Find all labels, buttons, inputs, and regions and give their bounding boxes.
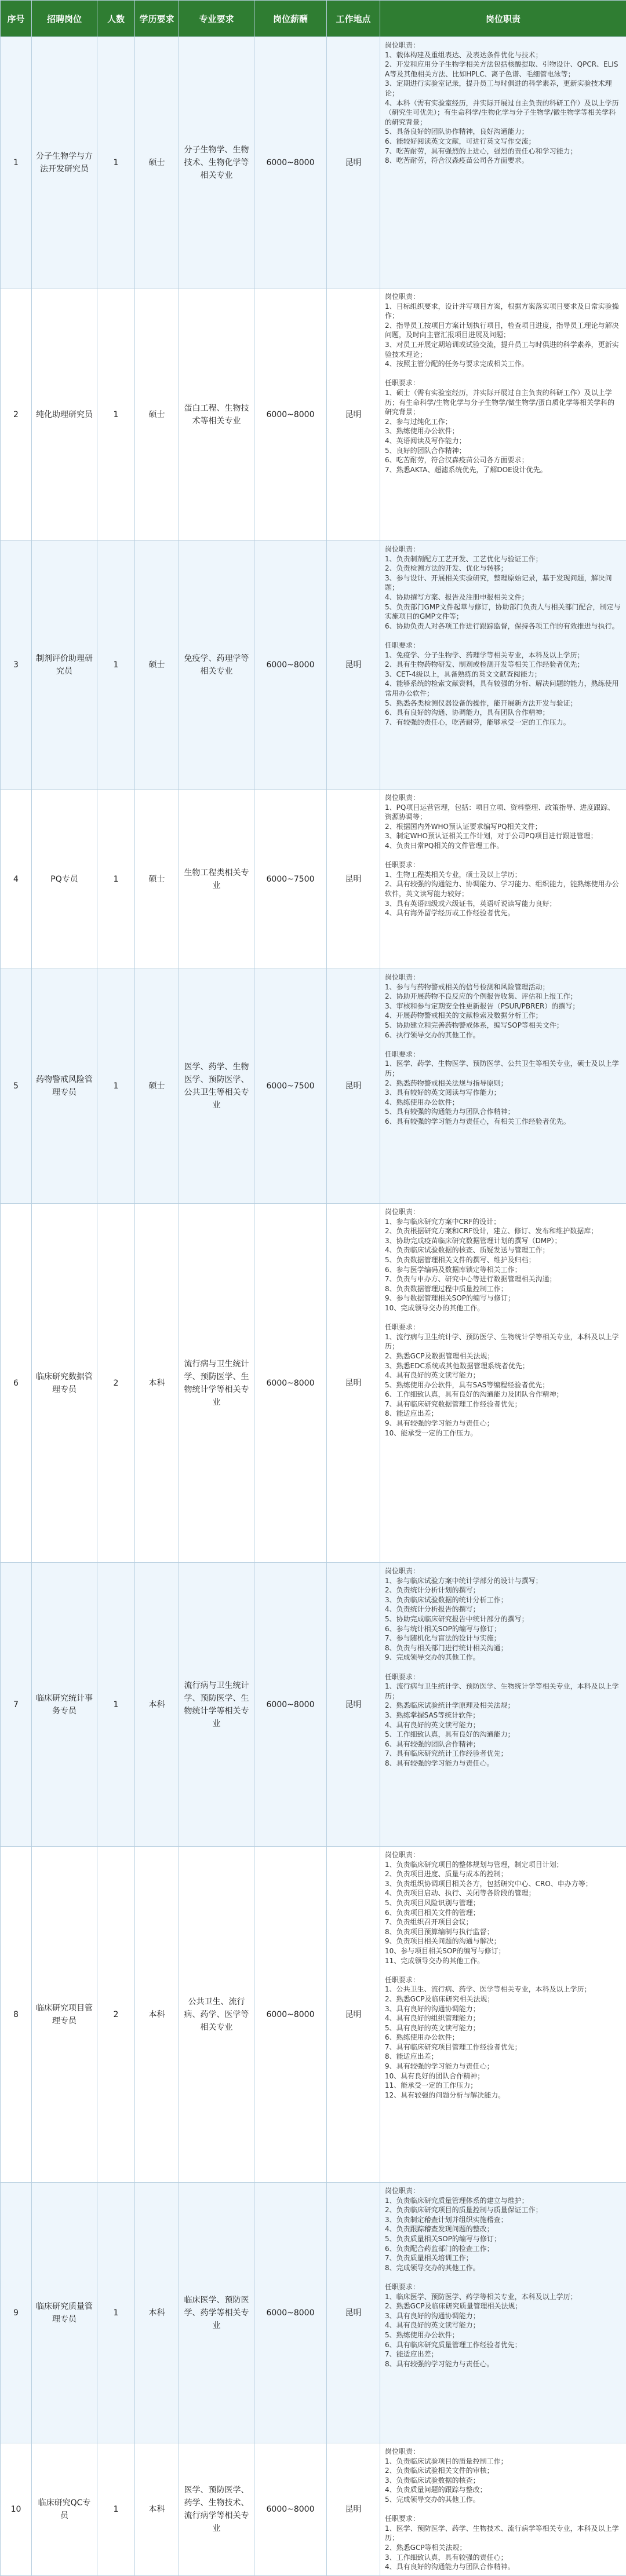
cell-degree: 硕士 [135, 288, 179, 541]
cell-major: 免疫学、药理学等相关专业 [179, 541, 254, 790]
cell-count: 1 [97, 541, 135, 790]
cell-no: 2 [1, 288, 32, 541]
cell-position: PQ专员 [32, 790, 97, 969]
header-location: 工作地点 [327, 1, 380, 37]
cell-major: 公共卫生、流行病、药学、医学等相关专业 [179, 1847, 254, 2183]
cell-major: 医学、药学、生物医学、预防医学、公共卫生等相关专业 [179, 969, 254, 1204]
cell-salary: 6000~7500 [254, 969, 327, 1204]
header-duties: 岗位职责 [380, 1, 626, 37]
cell-no: 6 [1, 1204, 32, 1563]
cell-position: 临床研究质量管理专员 [32, 2183, 97, 2443]
cell-position: 临床研究QC专员 [32, 2443, 97, 2576]
cell-no: 1 [1, 37, 32, 288]
header-degree: 学历要求 [135, 1, 179, 37]
cell-salary: 6000~8000 [254, 2183, 327, 2443]
cell-count: 2 [97, 1847, 135, 2183]
table-row [1, 969, 626, 1204]
table-row [1, 1847, 626, 2183]
cell-degree: 硕士 [135, 37, 179, 288]
cell-degree: 硕士 [135, 969, 179, 1204]
table-row [1, 37, 626, 288]
cell-salary: 6000~8000 [254, 2443, 327, 2576]
cell-salary: 6000~7500 [254, 790, 327, 969]
cell-no: 4 [1, 790, 32, 969]
cell-major: 分子生物学、生物技术、生物化学等相关专业 [179, 37, 254, 288]
cell-duties: 岗位职责： 1、负责临床试验项目的质量控制工作； 2、负责临床试验相关文件的审核； 3、负责临床试验数据的核查； 4、负责质量问题的跟踪与整改； 5、完成领导交办的其他工作。 任职要求： 1、医学、预防医学、药学、生物技术、流行病学等相关专业，本科及以上学历； 2、熟悉GCP等相关法规； 3、工作细致认真，具有较强的责任心； 4、具有良好的沟通能力与团队合作精神。 [380, 2443, 626, 2576]
cell-degree: 本科 [135, 2443, 179, 2576]
cell-degree: 硕士 [135, 790, 179, 969]
cell-duties: 岗位职责： 1、负责临床研究质量管理体系的建立与维护； 2、负责临床研究项目的质量控制与质量保证工作； 3、负责制定稽查计划并组织实施稽查； 4、负责跟踪稽查发现问题的整改； 5、负责质量相关SOP的编写与修订； 6、负责配合药监部门的检查工作； 7、负责质量相关培训工作； 8、完成领导交办的其他工作。 任职要求： 1、临床医学、预防医学、药学等相关专业，本科及以上学历； 2、熟悉GCP及临床研究质量管理相关法规； 3、具有良好的沟通协调能力； 4、具有良好的英文读写能力； 5、熟练使用办公软件； 6、具有临床研究质量管理工作经验者优先； 7、能适应出差； 8、具有较强的学习能力与责任心。 [380, 2183, 626, 2443]
cell-count: 1 [97, 969, 135, 1204]
cell-location: 昆明 [327, 1847, 380, 2183]
cell-no: 3 [1, 541, 32, 790]
cell-no: 8 [1, 1847, 32, 2183]
table-row [1, 1563, 626, 1847]
cell-position: 分子生物学与方法开发研究员 [32, 37, 97, 288]
cell-count: 1 [97, 1563, 135, 1847]
cell-location: 昆明 [327, 541, 380, 790]
cell-major: 流行病与卫生统计学、预防医学、生物统计学等相关专业 [179, 1563, 254, 1847]
cell-position: 制剂评价助理研究员 [32, 541, 97, 790]
cell-position: 纯化助理研究员 [32, 288, 97, 541]
cell-degree: 本科 [135, 1563, 179, 1847]
cell-location: 昆明 [327, 969, 380, 1204]
cell-location: 昆明 [327, 790, 380, 969]
cell-position: 药物警戒风险管理专员 [32, 969, 97, 1204]
cell-major: 临床医学、预防医学、药学等相关专业 [179, 2183, 254, 2443]
cell-location: 昆明 [327, 1204, 380, 1563]
cell-duties: 岗位职责： 1、目标组织要求，设计并写项目方案，根据方案落实项目要求及日常实验操作； 2、指导员工按项目方案计划执行项目，检查项目进度，指导员工理论与解决问题，及时向主管汇报项目进展及问题； 3、对员工开展定期培训或试验交流，提升员工与时俱进的科学素养，更新实验技术理论； 4、按照主管分配的任务与要求完成相关工作。 任职要求： 1、硕士（需有实验室经历，并实际开展过自主负责的科研工作）及以上学历；有生命科学/生物化学与分子生物学/微生物学/蛋白质化学等相关学科的研究背景； 2、参与过纯化工作； 3、熟练使用办公软件； 4、英语阅读及写作能力； 5、良好的团队合作精神； 6、吃苦耐劳，符合汉森疫苗公司各方面要求； 7、熟悉AKTA、超滤系统优先，了解DOE设计优先。 [380, 288, 626, 541]
header-count: 人数 [97, 1, 135, 37]
cell-no: 5 [1, 969, 32, 1204]
cell-count: 1 [97, 790, 135, 969]
cell-count: 1 [97, 2183, 135, 2443]
cell-major: 蛋白工程、生物技术等相关专业 [179, 288, 254, 541]
cell-position: 临床研究数据管理专员 [32, 1204, 97, 1563]
cell-major: 生物工程类相关专业 [179, 790, 254, 969]
cell-degree: 本科 [135, 1204, 179, 1563]
cell-degree: 本科 [135, 2183, 179, 2443]
table-row [1, 790, 626, 969]
cell-no: 7 [1, 1563, 32, 1847]
table-row [1, 2443, 626, 2576]
cell-position: 临床研究统计事务专员 [32, 1563, 97, 1847]
cell-duties: 岗位职责： 1、负责临床研究项目的整体规划与管理，制定项目计划； 2、负责项目进度、质量与成本的控制； 3、负责组织协调项目相关各方，包括研究中心、CRO、申办方等； 4、负责项目启动、执行、关闭等各阶段的管理； 5、负责项目风险识别与管理； 6、负责项目相关文件的管理； 7、负责组织召开项目会议； 8、负责项目预算编制与执行监督； 9、负责项目相关问题的沟通与解决； 10、参与项目相关SOP的编写与修订； 11、完成领导交办的其他工作。 任职要求： 1、公共卫生、流行病、药学、医学等相关专业，本科及以上学历； 2、熟悉GCP及临床研究相关法规； 3、具有良好的沟通协调能力； 4、具有良好的组织管理能力； 5、具有良好的英文读写能力； 6、熟练使用办公软件； 7、具有临床研究项目管理工作经验者优先； 8、能适应出差； 9、具有较强的学习能力与责任心； 10、具有良好的团队合作精神； 11、能承受一定的工作压力； 12、具有较强的问题分析与解决能力。 [380, 1847, 626, 2183]
cell-major: 医学、预防医学、药学、生物技术、流行病学等相关专业 [179, 2443, 254, 2576]
cell-count: 2 [97, 1204, 135, 1563]
cell-duties: 岗位职责： 1、PQ项目运营管理，包括：项目立项、资料整理、政策指导、进度跟踪、资源协调等； 2、根据国内外WHO预认证要求编写PQ相关文件； 3、制定WHO预认证相关工作计划，对于公司PQ项目进行跟进管理； 4、负责日常PQ相关的文件管理工作。 任职要求： 1、生物工程类相关专业，硕士及以上学历； 2、具有较强的沟通能力、协调能力、学习能力、组织能力，能熟练使用办公软件，英文读写能力较好； 3、具有英语四级或六级证书，英语听说读写能力良好； 4、具有海外留学经历或工作经验者优先。 [380, 790, 626, 969]
cell-major: 流行病与卫生统计学、预防医学、生物统计学等相关专业 [179, 1204, 254, 1563]
table-row [1, 288, 626, 541]
cell-salary: 6000~8000 [254, 288, 327, 541]
cell-duties: 岗位职责： 1、参与临床研究方案中CRF的设计； 2、负责根据研究方案和CRF设计，建立、修订、发布和维护数据库； 3、协助完成疫苗临床研究数据管理计划的撰写（DMP）； 4、负责临床试验数据的核查、质疑发送与管理工作； 5、负责数据管理相关文件的撰写、维护及归档； 6、参与医学编码及数据库锁定等相关工作； 7、负责与申办方、研究中心等进行数据管理相关沟通； 8、负责数据管理过程中质量控制工作； 9、参与数据管理相关SOP的编写与修订； 10、完成领导交办的其他工作。 任职要求： 1、流行病与卫生统计学、预防医学、生物统计学等相关专业，本科及以上学历； 2、熟悉GCP及数据管理相关法规； 3、熟悉EDC系统或其他数据管理系统者优先； 4、具有良好的英文读写能力； 5、熟练使用办公软件，具有SAS等编程经验者优先； 6、工作细致认真，具有良好的沟通能力及团队合作精神； 7、具有临床研究数据管理工作经验者优先； 8、能适应出差； 9、具有较强的学习能力与责任心； 10、能承受一定的工作压力。 [380, 1204, 626, 1563]
cell-no: 9 [1, 2183, 32, 2443]
cell-position: 临床研究项目管理专员 [32, 1847, 97, 2183]
cell-location: 昆明 [327, 37, 380, 288]
table-row [1, 541, 626, 790]
cell-duties: 岗位职责： 1、参与临床试验方案中统计学部分的设计与撰写； 2、负责统计分析计划的撰写； 3、负责临床试验数据的统计分析工作； 4、负责统计分析报告的撰写； 5、协助完成临床研究报告中统计部分的撰写； 6、参与统计相关SOP的编写与修订； 7、参与随机化与盲法的设计与实施； 8、负责与相关部门进行统计相关沟通； 9、完成领导交办的其他工作。 任职要求： 1、流行病与卫生统计学、预防医学、生物统计学等相关专业，本科及以上学历； 2、熟悉临床试验统计学原理及相关法规； 3、熟练掌握SAS等统计软件； 4、具有良好的英文读写能力； 5、工作细致认真，具有良好的沟通能力； 6、具有较强的团队合作精神； 7、具有临床研究统计工作经验者优先； 8、具有较强的学习能力与责任心。 [380, 1563, 626, 1847]
cell-salary: 6000~8000 [254, 1847, 327, 2183]
cell-salary: 6000~8000 [254, 37, 327, 288]
header-major: 专业要求 [179, 1, 254, 37]
table-row [1, 1204, 626, 1563]
cell-duties: 岗位职责： 1、参与与药物警戒相关的信号检测和风险管理活动； 2、协助开展药物不良反应的个例报告收集、评估和上报工作； 3、审核和参与定期安全性更新报告（PSUR/PBRER）的撰写； 4、开展药物警戒相关的文献检索及数据分析工作； 5、协助建立和完善药物警戒体系，编写SOP等相关文件； 6、执行领导交办的其他工作。 任职要求： 1、医学、药学、生物医学、预防医学、公共卫生等相关专业，硕士及以上学历； 2、熟悉药物警戒相关法规与指导原则； 3、具有较好的英文阅读与写作能力； 4、熟练使用办公软件； 5、具有较强的沟通能力与团队合作精神； 6、具有较强的学习能力与责任心，有相关工作经验者优先。 [380, 969, 626, 1204]
cell-count: 1 [97, 288, 135, 541]
cell-degree: 硕士 [135, 541, 179, 790]
cell-location: 昆明 [327, 1563, 380, 1847]
cell-salary: 6000~8000 [254, 1204, 327, 1563]
cell-salary: 6000~8000 [254, 541, 327, 790]
cell-location: 昆明 [327, 2183, 380, 2443]
cell-count: 1 [97, 37, 135, 288]
table-row [1, 2183, 626, 2443]
cell-location: 昆明 [327, 2443, 380, 2576]
cell-location: 昆明 [327, 288, 380, 541]
cell-salary: 6000~8000 [254, 1563, 327, 1847]
cell-duties: 岗位职责： 1、负责制剂配方工艺开发、工艺优化与验证工作； 2、负责检测方法的开发、优化与转移； 3、参与设计、开展相关实验研究，整理原始记录，基于发现问题，解决问题； 4、协助撰写方案、报告及注册申报相关文件； 5、负责部门GMP文件起草与修订，协助部门负责人与相关部门配合，制定与实施项目的GMP文件等； 6、协助负责人对各项工作进行跟踪监督，保持各项工作的有效推进与执行。 任职要求： 1、免疫学、分子生物学、药理学等相关专业，本科及以上学历； 2、具有生物药物研发、制剂或检测开发等相关工作经验者优先； 3、CET-4级以上，具备熟练的英文文献查阅能力； 4、能够系统的检索文献资料，具有较强的分析、解决问题的能力，熟练使用常用办公软件； 5、熟悉各类检测仪器设备的操作，能开展新方法开发与验证； 6、具有良好的沟通、协调能力，具有团队合作精神； 7、有较强的责任心，吃苦耐劳，能够承受一定的工作压力。 [380, 541, 626, 790]
cell-count: 1 [97, 2443, 135, 2576]
header-position: 招聘岗位 [32, 1, 97, 37]
cell-duties: 岗位职责： 1、载体构建及重组表达、及表达条件优化与技术； 2、开发和应用分子生物学相关方法包括核酸提取、引物设计、QPCR、ELISA等及其他相关方法、比如HPLC、离子色谱、毛细管电泳等； 3、定期进行实验室记录，提升员工与时俱进的科学素养，更新实验技术理论； 4、本科（需有实验室经历，并实际开展过自主负责的科研工作）及以上学历（研究生可优先）；有生命科学/生物化学与分子生物学/微生物学等相关学科的研究背景； 5、具备良好的团队协作精神，良好沟通能力； 6、能较好阅读英文文献，可进行英文写作交流； 7、吃苦耐劳，具有强烈的上进心，强烈的责任心和学习能力； 8、吃苦耐劳，符合汉森疫苗公司各方面要求。 [380, 37, 626, 288]
cell-no: 10 [1, 2443, 32, 2576]
header-salary: 岗位薪酬 [254, 1, 327, 37]
table-header-row [1, 1, 626, 37]
cell-degree: 本科 [135, 1847, 179, 2183]
header-no: 序号 [1, 1, 32, 37]
